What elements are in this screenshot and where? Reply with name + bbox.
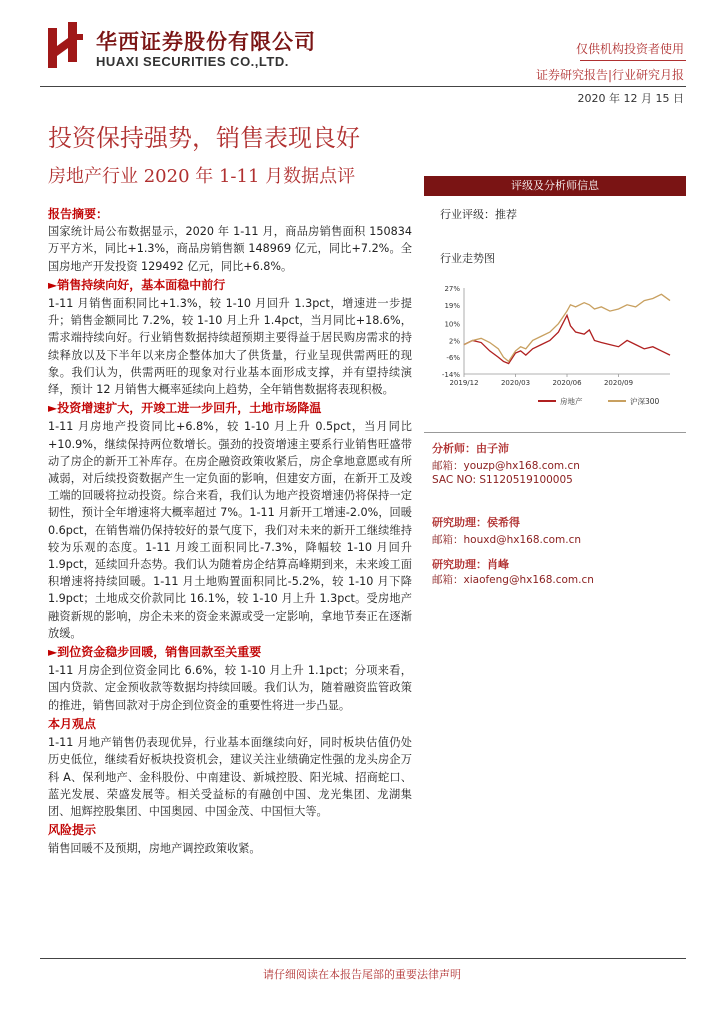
y-tick-label: 2%	[448, 337, 460, 346]
series-line	[464, 294, 670, 361]
legend-label: 沪深300	[630, 397, 660, 406]
section-text: 1-11 月房企到位资金同比 6.6%，较 1-10 月上升 1.1pct；分项来看，国内贷款、定金预收款等数据均持续回暖。我们认为，随着融资监管政策的推进，销售回款对于房企到位资金的重要性将进一步凸显。	[48, 664, 412, 712]
company-name-cn: 华西证券股份有限公司	[96, 30, 316, 54]
assistant-name: 研究助理：肖峰	[432, 558, 509, 571]
summary-intro: 国家统计局公布数据显示，2020 年 1-11 月，商品房销售面积 150834 万平方米，同比+1.3%，商品房销售额 148969 亿元，同比+7.2%。全国房地产开发投资 129492 亿元，同比+6.8%。	[48, 225, 412, 273]
legend-label: 房地产	[560, 397, 583, 406]
audience-note: 仅供机构投资者使用	[575, 42, 684, 56]
x-tick-label: 2020/03	[500, 379, 531, 387]
report-subtitle: 房地产行业 2020 年 1-11 月数据点评	[48, 166, 356, 187]
analyst-name: 分析师：由子沛	[432, 442, 509, 455]
assistant-name: 研究助理：侯希得	[432, 516, 520, 529]
analyst-email: 邮箱：youzp@hx168.com.cn	[432, 460, 580, 472]
trend-label: 行业走势图	[440, 252, 495, 265]
section-text: 1-11 月地产销售仍表现优异，行业基本面继续向好，同时板块估值仍处历史低位，继续看好板块投资机会，建议关注业绩确定性强的龙头房企万科 A、保利地产、金科股份、中南建设、新城控股、阳光城、招商蛇口、蓝光发展、荣盛发展等。相关受益标的有融创中国、龙光集团、龙湖集团、旭辉控股集团、中国奥园、中国金茂、中国恒大等。	[48, 736, 412, 818]
sidebar-divider	[424, 432, 686, 433]
section-text: 1-11 月房地产投资同比+6.8%，较 1-10 月上升 0.5pct，当月同比+10.9%，继续保持两位数增长。强劲的投资增速主要系行业销售旺盛带动了房企的新开工补库存。在房企融资政策收紧后，房企拿地意愿或有所减弱，对后续投资数据产生一定负面的影响，但建安方面，在新开工及竣工端的回暖将拉动投资。综合来看，我们认为地产投资增速仍将保持一定韧性，预计全年增速将大概率超过 7%。1-11 月新开工增速-2.0%，回暖 0.6pct，在销售端仍保持较好的景气度下，我们对未来的新开工继续维持较为乐观的态度。1-11 月竣工面积同比-7.3%，降幅较 1-10 月回升 1.9pct，延续回升态势。我们认为随着房企结算高峰期到来，未来竣工面积增速将持续回暖。1-11 月土地购置面积同比-5.2%，较 1-10 月下降 1.9pct；土地成交价款同比 16.1%，较 1-10 月上升 1.3pct。受房地产融资新规的影响，房企未来的资金来源或受一定影响，拿地节奏正在逐渐放缓。	[48, 420, 412, 640]
summary-heading: 报告摘要：	[48, 207, 109, 221]
section-heading: ►投资增速扩大，开竣工进一步回升，土地市场降温	[48, 401, 322, 416]
sidebar-panel	[424, 176, 686, 266]
y-tick-label: 19%	[444, 301, 460, 310]
industry-rating: 行业评级：推荐	[440, 208, 517, 221]
header-divider	[580, 60, 686, 61]
x-tick-label: 2020/06	[552, 379, 582, 387]
x-tick-label: 2019/12	[449, 379, 479, 387]
section-heading: 本月观点	[48, 716, 97, 731]
trend-chart	[428, 280, 678, 420]
report-title: 投资保持强势，销售表现良好	[48, 124, 360, 152]
section-heading: 风险提示	[48, 823, 97, 838]
y-tick-label: -6%	[446, 354, 460, 363]
assistant-email: 邮箱：houxd@hx168.com.cn	[432, 534, 582, 546]
x-tick-label: 2020/09	[603, 379, 634, 387]
section-text: 1-11 月销售面积同比+1.3%，较 1-10 月回升 1.3pct，增速进一步提升；销售金额同比 7.2%，较 1-10 月上升 1.4pct，当月同比+18.6%，需求端持续向好。行业销售数据持续超预期主要得益于居民购房需求的持续释放以及下半年以来房企整体加大了供货量，行业呈现供需两旺的现象。我们认为，供需两旺的现象对行业基本面形成支撑，并有望持续演绎，预计 12 月销售大概率延续向上趋势，全年销售数据将表现积极。	[48, 297, 412, 397]
legal-footer: 请仔细阅读在本报告尾部的重要法律声明	[263, 968, 461, 981]
report-summary	[48, 206, 412, 858]
report-date: 2020 年 12 月 15 日	[577, 92, 684, 105]
section-heading: ►到位资金稳步回暖，销售回款至关重要	[48, 645, 262, 660]
company-logo-icon	[48, 22, 86, 68]
header-rule	[40, 86, 686, 87]
analyst-sac: SAC NO: S1120519100005	[432, 474, 573, 486]
y-tick-label: 10%	[444, 320, 460, 329]
company-name-en: HUAXI SECURITIES CO.,LTD.	[96, 54, 289, 69]
sidebar-header: 评级及分析师信息	[424, 176, 686, 196]
section-heading: ►销售持续向好，基本面稳中前行	[48, 277, 226, 292]
series-line	[464, 315, 670, 363]
section-text: 销售回暖不及预期，房地产调控政策收紧。	[48, 842, 261, 856]
assistant-email: 邮箱：xiaofeng@hx168.com.cn	[432, 574, 594, 586]
y-tick-label: 27%	[444, 285, 460, 293]
footer-rule	[40, 958, 686, 959]
y-tick-label: -14%	[441, 371, 460, 379]
report-category: 证券研究报告|行业研究月报	[535, 68, 684, 82]
